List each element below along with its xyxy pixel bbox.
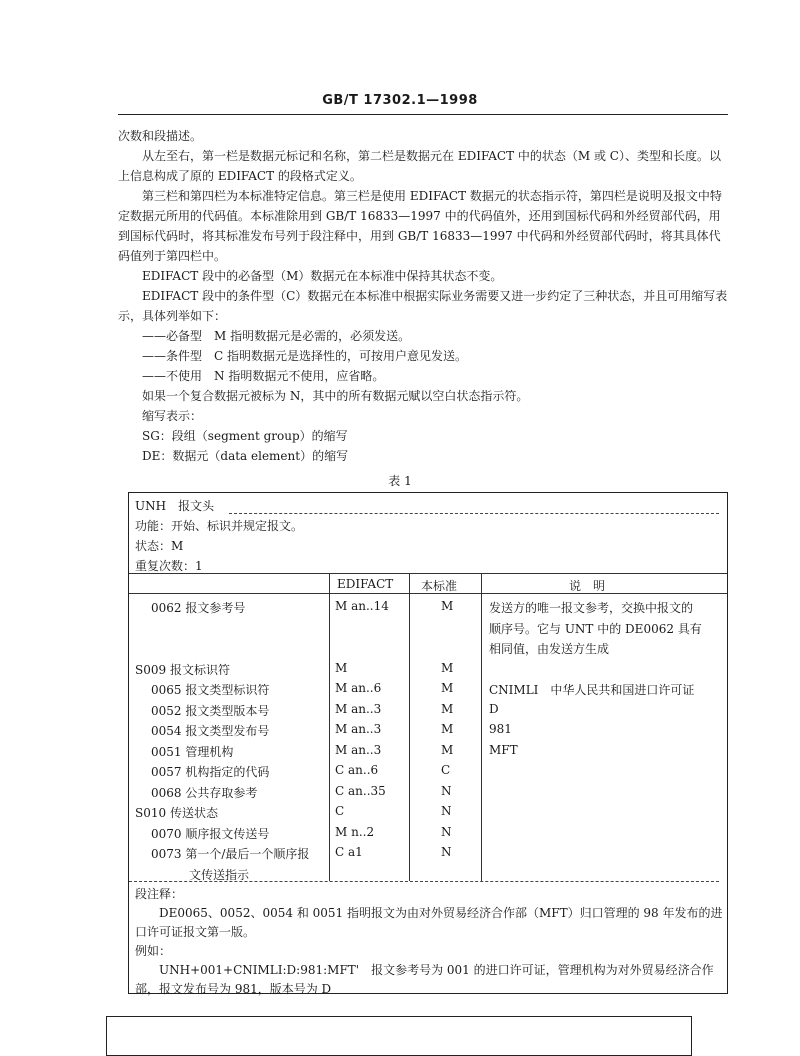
- row-name: 0068 公共存取参考: [151, 785, 258, 800]
- row-standard-status: M: [441, 722, 454, 736]
- row-description: 顺序号。它与 UNT 中的 DE0062 具有: [489, 621, 702, 636]
- row-description: 相同值，由发送方生成: [489, 642, 610, 656]
- row-standard-status: M: [441, 599, 454, 613]
- paragraph: 次数和段描述。: [118, 129, 203, 143]
- table-caption: 表 1: [388, 474, 412, 488]
- row-description: MFT: [489, 742, 518, 757]
- col-header-standard: 本标准: [421, 579, 458, 593]
- paragraph: 从左至右，第一栏是数据元标记和名称，第二栏是数据元在 EDIFACT 中的状态（M 或 C）、类型和长度。以上信息构成了原的 EDIFACT 的段格式定义。: [118, 149, 721, 183]
- row-description: 发送方的唯一报文参考，交换中报文的: [489, 601, 694, 615]
- row-name: 0062 报文参考号: [151, 601, 246, 615]
- row-standard-status: M: [441, 681, 454, 695]
- row-standard-status: N: [441, 783, 452, 798]
- standard-number-header: GB/T 17302.1—1998: [322, 93, 478, 108]
- row-name: S009 报文标识符: [135, 662, 230, 677]
- function-text: 功能：开始、标识并规定报文。: [135, 519, 304, 533]
- row-standard-status: N: [441, 845, 452, 859]
- row-edifact-status: M: [335, 660, 348, 675]
- paragraph: SG：段组（segment group）的缩写: [142, 429, 348, 443]
- row-name: 0057 机构指定的代码: [151, 765, 270, 779]
- list-item: ——必备型 M 指明数据元是必需的，必须发送。: [142, 329, 411, 343]
- repeat-text: 重复次数：1: [135, 559, 203, 573]
- row-edifact-status: M n..2: [335, 824, 375, 839]
- row-description: D: [489, 701, 499, 716]
- row-standard-status: N: [441, 804, 452, 818]
- header-rule: [118, 114, 728, 115]
- row-edifact-status: M an..3: [335, 722, 382, 736]
- segment-title: UNH 报文头: [135, 499, 215, 513]
- paragraph: 缩写表示：: [142, 409, 203, 423]
- paragraph: 第三栏和第四栏为本标准特定信息。第三栏是使用 EDIFACT 数据元的状态指示符，第四栏是说明及报文中特定数据元所用的代码值。本标准除用到 GB/T 16833—1997 中的代码值外，还用到国标代码和外经贸部代码，用到国标代码时，将其标准发布号列于段注释中，用到 GB/T 16833—1997 中代码和外经贸部代码时，将其具体代码值列于第四栏中。: [118, 189, 722, 263]
- header-divider: [129, 573, 727, 574]
- segment-notes: [135, 885, 723, 999]
- note-text: DE0065、0052、0054 和 0051 指明报文为由对外贸易经济合作部（MFT）归口管理的 98 年发布的进口许可证报文第一版。: [135, 906, 723, 939]
- segment-table: [128, 492, 728, 994]
- column-divider: [409, 573, 410, 881]
- row-standard-status: M: [441, 701, 454, 716]
- paragraph: 如果一个复合数据元被标为 N，其中的所有数据元赋以空白状态指示符。: [142, 389, 529, 403]
- col-header-edifact: EDIFACT: [337, 577, 394, 591]
- row-name: S010 传送状态: [135, 806, 218, 820]
- row-edifact-status: M an..14: [335, 599, 389, 613]
- row-edifact-status: M an..3: [335, 701, 382, 716]
- body-text: [118, 126, 728, 466]
- note-title: 段注释：: [135, 887, 184, 901]
- row-edifact-status: C an..6: [335, 763, 379, 777]
- column-divider: [481, 573, 482, 881]
- notes-divider: [129, 881, 719, 882]
- next-table-frame: [106, 1016, 692, 1056]
- paragraph: EDIFACT 段中的条件型（C）数据元在本标准中根据实际业务需要又进一步约定了三种状态，并且可用缩写表示，具体列举如下：: [118, 289, 728, 323]
- title-divider: [229, 513, 719, 514]
- row-edifact-status: M an..6: [335, 681, 382, 695]
- row-description: 981: [489, 722, 512, 736]
- row-name: 0054 报文类型发布号: [151, 724, 270, 738]
- example-title: 例如：: [135, 944, 172, 958]
- list-item: ——条件型 C 指明数据元是选择性的，可按用户意见发送。: [142, 349, 467, 363]
- row-edifact-status: M an..3: [335, 742, 382, 757]
- row-standard-status: N: [441, 824, 452, 839]
- row-description: CNIMLI 中华人民共和国进口许可证: [489, 683, 695, 697]
- row-edifact-status: C: [335, 804, 345, 818]
- row-name: 0070 顺序报文传送号: [151, 826, 270, 841]
- row-standard-status: C: [441, 763, 451, 777]
- row-edifact-status: C an..35: [335, 783, 386, 798]
- row-name: 0052 报文类型版本号: [151, 703, 270, 718]
- status-text: 状态：M: [135, 539, 184, 553]
- col-header-description: 说 明: [569, 579, 606, 593]
- column-divider: [329, 573, 330, 881]
- row-standard-status: M: [441, 660, 454, 675]
- row-name: 文传送指示: [189, 867, 250, 882]
- paragraph: EDIFACT 段中的必备型（M）数据元在本标准中保持其状态不变。: [142, 269, 503, 283]
- paragraph: DE：数据元（data element）的缩写: [142, 449, 349, 463]
- example-text: UNH+001+CNIMLI:D:981:MFT' 报文参考号为 001 的进口许可证，管理机构为对外贸易经济合作部，报文发布号为 981，版本号为 D: [135, 963, 714, 996]
- row-name: 0073 第一个/最后一个顺序报: [151, 847, 310, 861]
- row-standard-status: M: [441, 742, 454, 757]
- list-item: ——不使用 N 指明数据元不使用，应省略。: [142, 369, 385, 383]
- row-name: 0065 报文类型标识符: [151, 683, 270, 697]
- row-name: 0051 管理机构: [151, 744, 234, 759]
- row-edifact-status: C a1: [335, 845, 363, 859]
